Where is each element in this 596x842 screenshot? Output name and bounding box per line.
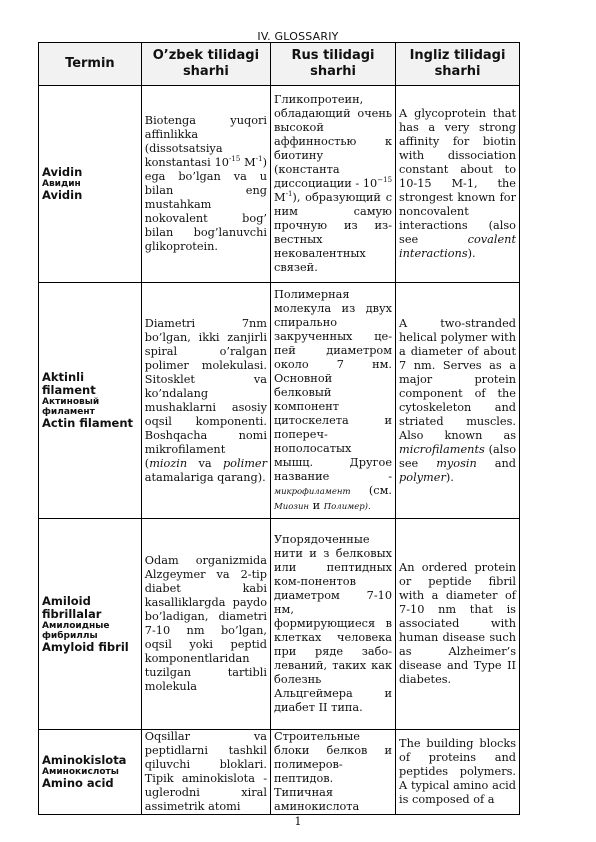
term-russian: Актиновый филамент — [42, 397, 100, 417]
term-cell — [39, 86, 142, 283]
term-russian: Аминокислоты — [42, 767, 119, 777]
uzbek-definition: Biotenga yuqori affinlikka (dissotsatsiya konstantasi $10^{-15}$ $M^{-1}$) ega bo’lgan va u bilan eng mustahkam nokovalent bog’ bilan bog’lanuvchi glikoprotein. — [141, 86, 270, 283]
english-definition: A glycoprotein that has a very strong affinity for biotin with dissociation constant about to 10-15 M-1, the strongest known for noncovalent interactions (also see covalent interactions). — [396, 86, 520, 283]
term-uzbek: Avidin — [42, 165, 83, 179]
term-cell — [39, 519, 142, 730]
table-row — [39, 283, 520, 519]
table-row — [39, 730, 520, 815]
header-uzbek: O’zbek tilidagi sharhi — [141, 43, 270, 86]
page-number: 1 — [294, 815, 302, 828]
uzbek-definition: Diametri 7nm bo’lgan, ikki zanjirli spiral o’ralgan polimer molekulasi. Sitosklet va ko’ndalang mushaklarni asosiy oqsil komponenti. Boshqacha nomi mikrofilament (miozin va polimer atamalariga qarang). — [141, 283, 270, 519]
english-definition: A two-stranded helical polymer with a diameter of about 7 nm. Serves as a major protein component of the cytoskeleton and striated muscles. Also known as microfilaments (also see myosin and polymer). — [396, 283, 520, 519]
term-cell — [39, 283, 142, 519]
term-russian: Амилоидные фибриллы — [42, 620, 110, 641]
english-definition: An ordered protein or peptide fibril with a diameter of 7-10 nm that is associated with human disease such as Alzheimer’s disease and Type II diabetes. — [396, 519, 520, 730]
table-row — [39, 519, 520, 730]
russian-definition: Полимерная молекула из двух спирально закрученных це-пей диаметром около 7 нм. Основной белковый компонент цитоскелета и попереч-нополосатых мышц. Другое название - микрофиламент (см. Миозин и Полимер). — [271, 283, 396, 519]
term-english: Actin filament — [42, 416, 134, 430]
term-english: Amino acid — [42, 776, 114, 790]
table-header-row — [39, 43, 520, 86]
term-uzbek: Amiloid fibrillalar — [42, 593, 102, 621]
header-russian: Rus tilidagi sharhi — [271, 43, 396, 86]
header-english: Ingliz tilidagi sharhi — [396, 43, 520, 86]
term-uzbek: Aminokislota — [42, 753, 127, 767]
table-row — [39, 86, 520, 283]
english-definition: The building blocks of proteins and peptides polymers. A typical amino acid is composed of a — [396, 730, 520, 815]
term-russian: Авидин — [42, 179, 81, 189]
term-english: Avidin — [42, 188, 83, 202]
term-uzbek: Aktinli filament — [42, 370, 96, 397]
russian-definition: Гликопротеин, обладающий очень высокой аффинностью к биотину (константа диссоциации - $10^{-15}$ $M^{-1}$), образующий с ним самую прочную из из-вестных нековалентных связей. — [271, 86, 396, 283]
header-term: Termin — [39, 43, 142, 86]
russian-definition: Строительные блоки белков и полимеров-пептидов. Типичная аминокислота — [271, 730, 396, 815]
term-cell — [39, 730, 142, 815]
page-heading: IV. GLOSSARIY — [257, 30, 339, 43]
glossary-table — [38, 42, 520, 815]
term-english: Amyloid fibril — [42, 639, 129, 654]
uzbek-definition: Odam organizmida Alzgeymer va 2-tip diabet kabi kasalliklargda paydo bo’ladigan, diametri 7-10 nm bo’lgan, oqsil yoki peptid komponentlaridan tuzilgan tartibli molekula — [141, 519, 270, 730]
russian-definition: Упорядоченные нити и з белковых или пептидных ком-понентов диаметром 7-10 нм, формирующиеся в клетках человека при ряде забо-леваний, таких как болезнь Альцгеймера и диабет II типа. — [271, 519, 396, 730]
uzbek-definition: Oqsillar va peptidlarni tashkil qiluvchi bloklari. Tipik aminokislota - uglerodni xiral assimetrik atomi — [141, 730, 270, 815]
